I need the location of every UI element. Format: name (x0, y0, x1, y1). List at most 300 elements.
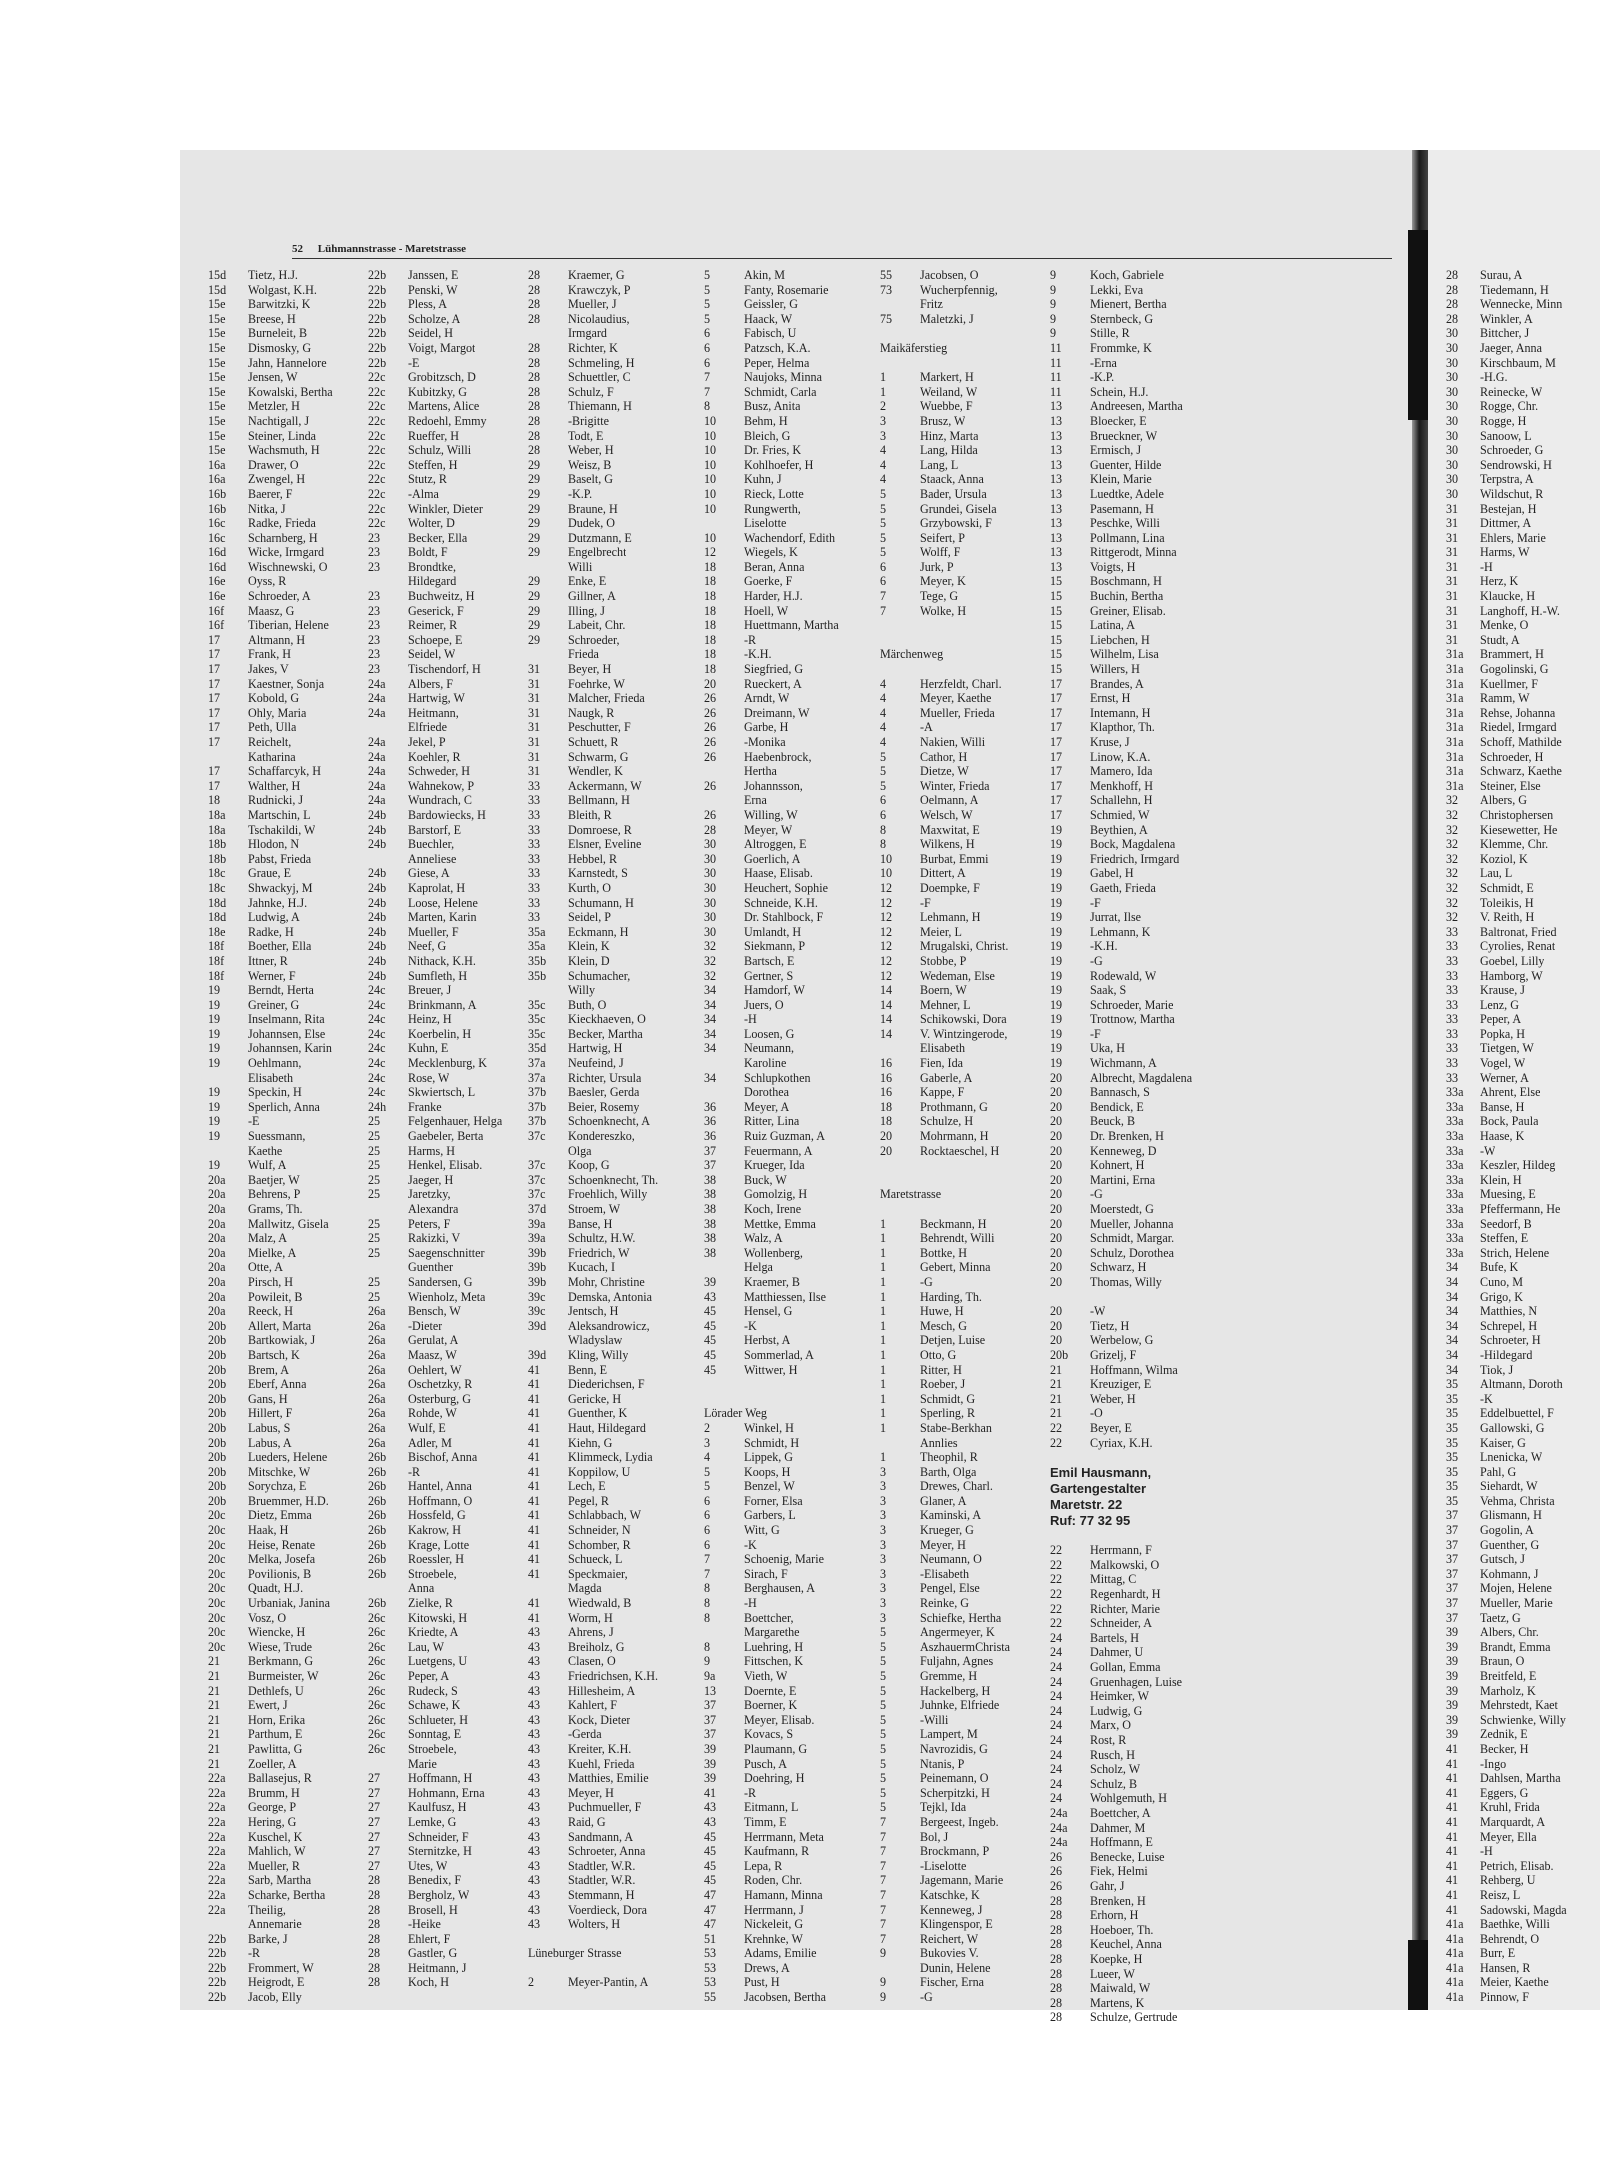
house-number: 22 (1050, 1557, 1063, 1572)
resident-name: Grizelj, F (1090, 1347, 1137, 1362)
resident-name: Guenther, K (568, 1406, 628, 1421)
list-item (528, 1727, 658, 1742)
list-item (368, 1538, 502, 1553)
resident-name: Cyrolies, Renat (1480, 939, 1556, 954)
list-item (704, 1581, 839, 1596)
resident-name: Schmidt, G (920, 1391, 976, 1406)
list-item (1446, 881, 1567, 896)
list-item (880, 1392, 1010, 1407)
resident-name: Schmidt, E (1480, 880, 1534, 895)
list-item (368, 1830, 502, 1845)
list-item (208, 1158, 333, 1173)
resident-name: Buth, O (568, 997, 607, 1012)
resident-name: Burmeister, W (248, 1669, 319, 1683)
resident-name: Hoffmann, O (408, 1493, 473, 1508)
list-item (1050, 1187, 1192, 1202)
list-item (208, 720, 333, 735)
list-item (528, 1027, 658, 1042)
house-number: 11 (1050, 384, 1062, 399)
resident-name: Brammert, H (1480, 647, 1544, 662)
list-item (208, 793, 333, 808)
resident-name: Kucach, I (568, 1260, 616, 1275)
house-number: 4 (880, 735, 887, 749)
list-item (528, 1173, 658, 1188)
resident-name: Rueffer, H (408, 428, 460, 443)
house-number: 37 (704, 1727, 717, 1742)
resident-name: Glaner, A (920, 1493, 967, 1508)
resident-name: Herbst, A (744, 1333, 791, 1348)
list-item (704, 502, 839, 517)
list-item (528, 677, 658, 692)
house-number: 24b (368, 953, 387, 968)
resident-name: Ittner, R (248, 953, 288, 968)
advertisement-line: Maretstr. 22 (1050, 1496, 1123, 1512)
resident-name: Eberf, Anna (248, 1377, 307, 1392)
house-number: 26c (368, 1727, 386, 1742)
resident-name: Stutz, R (408, 472, 447, 487)
list-item (880, 1231, 1010, 1246)
list-item (1050, 677, 1192, 692)
list-item (528, 1508, 658, 1523)
house-number: 41 (528, 1464, 541, 1479)
list-item (528, 910, 658, 925)
resident-name: Fabisch, U (744, 326, 797, 341)
resident-name: Peinemann, O (920, 1771, 989, 1786)
resident-name: Rodewald, W (1090, 968, 1157, 983)
list-item (208, 1815, 333, 1830)
resident-name: Detjen, Luise (920, 1333, 986, 1348)
list-item (368, 560, 502, 575)
list-item (1050, 1704, 1192, 1719)
resident-name: Schulz, F (568, 384, 614, 399)
resident-name: Bol, J (920, 1829, 949, 1844)
list-item (880, 1990, 1010, 2005)
list-item (368, 750, 502, 765)
house-number: 33a (1446, 1085, 1464, 1100)
list-item (208, 1494, 333, 1509)
house-number: 33a (1446, 1129, 1464, 1144)
list-item (208, 1786, 333, 1801)
resident-name: Mohr, Christine (568, 1274, 645, 1289)
list-item (1446, 720, 1567, 735)
resident-name: Brumm, H (248, 1785, 300, 1800)
list-item (208, 1742, 333, 1757)
resident-name: Klein, K (568, 939, 610, 954)
resident-name: Tiedemann, H (1480, 282, 1549, 297)
list-item (1050, 1071, 1192, 1086)
house-number: 16a (208, 472, 226, 487)
resident-name: Mrugalski, Christ. (920, 939, 1009, 954)
list-item (704, 1946, 839, 1961)
house-number: 43 (528, 1917, 541, 1932)
resident-name: Hoell, W (744, 603, 789, 618)
list-item (528, 1012, 658, 1027)
house-number: 15 (1050, 618, 1063, 633)
list-item (704, 1129, 839, 1144)
resident-name: Bittcher, J (1480, 326, 1530, 341)
resident-name: Kakrow, H (408, 1523, 461, 1538)
list-item (1050, 1762, 1192, 1777)
list-item (1050, 910, 1192, 925)
list-item (880, 998, 1010, 1013)
list-item (1050, 1689, 1192, 1704)
resident-name: Forner, Elsa (744, 1493, 803, 1508)
house-number: 18 (704, 662, 717, 677)
house-number: 31a (1446, 720, 1464, 735)
resident-name: Nicolaudius, (568, 311, 630, 326)
resident-name: Glismann, H (1480, 1508, 1542, 1523)
resident-name: Demska, Antonia (568, 1289, 652, 1304)
house-number: 25 (368, 1172, 381, 1187)
house-number: 17 (208, 735, 221, 749)
house-number: 22b (368, 297, 387, 312)
list-item (1446, 487, 1567, 502)
house-number: 24 (1050, 1776, 1063, 1791)
resident-name: Mallwitz, Gisela (248, 1216, 329, 1231)
list-item (704, 677, 839, 692)
house-number: 20c (208, 1610, 226, 1625)
list-item (208, 531, 333, 546)
list-item (1050, 268, 1192, 283)
house-number: 22c (368, 399, 386, 414)
list-item (528, 487, 658, 502)
house-number: 18a (208, 807, 226, 822)
list-item (368, 998, 502, 1013)
resident-name: Wundrach, C (408, 793, 472, 808)
list-item (368, 618, 502, 633)
house-number: 31 (1446, 632, 1459, 647)
list-item (1050, 1275, 1192, 1290)
list-item (1050, 1173, 1192, 1188)
resident-name: Sperling, R (920, 1406, 976, 1421)
house-number: 5 (880, 778, 887, 793)
resident-name: Ehlers, Marie (1480, 530, 1546, 545)
list-item (368, 1436, 502, 1451)
list-item (368, 1085, 502, 1100)
list-item (208, 1888, 333, 1903)
house-number: 20 (1050, 1143, 1063, 1158)
house-number: 43 (528, 1858, 541, 1873)
house-number: 24c (368, 1026, 386, 1041)
house-number: 17 (1050, 735, 1063, 749)
resident-name: Baesler, Gerda (568, 1085, 640, 1100)
house-number: 12 (880, 895, 893, 910)
list-item (880, 1771, 1010, 1786)
resident-name: Zielke, R (408, 1596, 454, 1611)
list-item (528, 1567, 658, 1582)
list-item (208, 896, 333, 911)
resident-name: Schmidt, Carla (744, 384, 817, 399)
house-number: 7 (704, 1552, 711, 1567)
list-item (1050, 793, 1192, 808)
list-item (208, 1654, 333, 1669)
list-item (208, 1698, 333, 1713)
list-item (1446, 1217, 1567, 1232)
resident-name: Hillesheim, A (568, 1683, 636, 1698)
house-number: 38 (704, 1245, 717, 1260)
resident-name: Ehlert, F (408, 1931, 451, 1946)
resident-name: Meyer, Ella (1480, 1829, 1537, 1844)
house-number: 35 (1446, 1420, 1459, 1435)
house-number: 5 (704, 1479, 711, 1494)
resident-name: Mojen, Helene (1480, 1581, 1552, 1596)
list-item (704, 1567, 839, 1582)
resident-name: Adler, M (408, 1435, 452, 1450)
house-number: 53 (704, 1975, 717, 1990)
list-item (368, 1421, 502, 1436)
house-number: 33a (1446, 1143, 1464, 1158)
resident-name: Kock, Dieter (568, 1712, 631, 1727)
house-number: 3 (880, 1537, 887, 1552)
house-number: 25 (368, 1114, 381, 1129)
resident-name: Froehlich, Willy (568, 1187, 648, 1202)
list-item (368, 939, 502, 954)
house-number: 27 (368, 1771, 381, 1786)
house-number: 17 (1050, 793, 1063, 808)
list-item (880, 1640, 1010, 1655)
resident-name: Dr. Fries, K (744, 443, 802, 458)
resident-name: Dietz, Emma (248, 1508, 312, 1523)
list-item (368, 545, 502, 560)
house-number: 32 (704, 953, 717, 968)
list-item (1050, 545, 1192, 560)
house-number: 18 (704, 559, 717, 574)
resident-name: Guenter, Hilde (1090, 457, 1162, 472)
resident-name: Wiegels, K (744, 545, 798, 560)
house-number: 5 (704, 282, 711, 297)
house-number: 20 (704, 676, 717, 691)
house-number: 26 (704, 705, 717, 720)
resident-name: Stroem, W (568, 1202, 621, 1216)
resident-name: Siekmann, P (744, 939, 806, 954)
resident-name: Mecklenburg, K (408, 1056, 488, 1071)
resident-name: Bischof, Anna (408, 1450, 478, 1465)
resident-name: Seifert, P (920, 530, 966, 545)
list-item (528, 1523, 658, 1538)
resident-name: Annemarie (248, 1917, 302, 1932)
house-number: 10 (704, 530, 717, 545)
house-number: 19 (208, 997, 221, 1012)
resident-name: Neumann, O (920, 1552, 982, 1567)
resident-name: Martschin, L (248, 807, 311, 822)
resident-name: Breuer, J (408, 983, 452, 998)
house-number: 16b (208, 501, 227, 516)
list-item (208, 837, 333, 852)
house-number (368, 720, 408, 735)
list-item (880, 1114, 1010, 1129)
house-number: 39 (1446, 1654, 1459, 1669)
resident-name: Gericke, H (568, 1391, 622, 1406)
list-item (1050, 589, 1192, 604)
house-number: 4 (880, 676, 887, 691)
list-item (528, 1421, 658, 1436)
house-number: 20b (1050, 1347, 1069, 1362)
list-item (1446, 1523, 1567, 1538)
resident-name: Schwarz, Kaethe (1480, 764, 1562, 779)
resident-name: Schroeder, A (248, 589, 311, 604)
house-number: 33 (1446, 1056, 1459, 1071)
resident-name: Brondtke, (408, 559, 457, 574)
resident-name: Raid, G (568, 1814, 606, 1829)
house-number: 8 (704, 1639, 711, 1654)
list-item (208, 939, 333, 954)
house-number: 20c (208, 1566, 226, 1581)
list-item (208, 779, 333, 794)
list-item (880, 545, 1010, 560)
house-number: 39 (1446, 1639, 1459, 1654)
house-number: 28 (528, 297, 541, 312)
house-number: 30 (1446, 486, 1459, 501)
resident-name: Rocktaeschel, H (920, 1143, 1000, 1158)
list-item (208, 472, 333, 487)
street-heading: Lörader Weg (704, 1406, 767, 1421)
resident-name: Hertha (744, 764, 777, 779)
house-number: 20 (1050, 1245, 1063, 1260)
house-number: 24a (368, 735, 386, 749)
resident-name: Schneider, A (1090, 1616, 1152, 1631)
resident-name: Koppilow, U (568, 1464, 631, 1479)
list-item (208, 1231, 333, 1246)
resident-name: Luehring, H (744, 1639, 804, 1654)
resident-name: Mueller, Johanna (1090, 1216, 1174, 1231)
resident-name: Gerulat, A (408, 1333, 459, 1348)
house-number: 22b (368, 311, 387, 326)
resident-name: Roeber, J (920, 1377, 966, 1392)
list-item (208, 604, 333, 619)
resident-name: Werbelow, G (1090, 1333, 1154, 1348)
resident-name: Urbaniak, Janina (248, 1596, 330, 1611)
list-item (528, 458, 658, 473)
house-number: 5 (880, 1771, 887, 1786)
list-item (208, 1173, 333, 1188)
list-item (208, 545, 333, 560)
house-number: 5 (880, 1741, 887, 1756)
resident-name: Wachendorf, Edith (744, 530, 836, 545)
resident-name: Ludwig, G (1090, 1703, 1143, 1718)
list-item (704, 443, 839, 458)
house-number: 5 (704, 1464, 711, 1479)
house-number: 20b (208, 1347, 227, 1362)
list-item (1446, 268, 1567, 283)
house-number: 20a (208, 1231, 226, 1246)
resident-name: Koch, Gabriele (1090, 268, 1164, 282)
house-number: 6 (704, 1537, 711, 1552)
house-number: 17 (208, 691, 221, 706)
list-item (528, 735, 658, 750)
house-number: 20a (208, 1187, 226, 1202)
house-number (368, 574, 408, 589)
list-item (208, 589, 333, 604)
resident-name: Wolgast, K.H. (248, 282, 317, 297)
list-item (704, 1844, 839, 1859)
house-number: 39 (704, 1756, 717, 1771)
house-number: 3 (880, 428, 887, 443)
resident-name: Schein, H.J. (1090, 384, 1149, 399)
resident-name: Martini, Erna (1090, 1172, 1156, 1187)
list-item (1446, 502, 1567, 517)
list-item (1446, 458, 1567, 473)
house-number: 21 (1050, 1391, 1063, 1406)
list-item (528, 472, 658, 487)
house-number: 16 (880, 1085, 893, 1100)
list-item (208, 1217, 333, 1232)
house-number: 3 (880, 1493, 887, 1508)
list-item (1050, 487, 1192, 502)
resident-name: Welsch, W (920, 807, 973, 822)
list-item (1446, 618, 1567, 633)
resident-name: Matthies, N (1480, 1304, 1538, 1319)
house-number: 45 (704, 1844, 717, 1859)
house-number (880, 326, 920, 341)
resident-name: Sarb, Martha (248, 1873, 312, 1888)
list-item (528, 1961, 658, 1976)
house-number: 1 (880, 1450, 887, 1465)
list-item (704, 1640, 839, 1655)
list-item (368, 1859, 502, 1874)
house-number: 43 (528, 1698, 541, 1713)
resident-name: George, P (248, 1800, 297, 1815)
house-number: 26c (368, 1654, 386, 1669)
list-item (704, 283, 839, 298)
house-number (208, 1071, 248, 1086)
resident-name: Eitmann, L (744, 1800, 799, 1815)
list-item (1446, 1129, 1567, 1144)
list-item (208, 385, 333, 400)
resident-name: Bartels, H (1090, 1630, 1140, 1645)
list-item (704, 1260, 839, 1275)
list-item (880, 706, 1010, 721)
house-number: 45 (704, 1362, 717, 1377)
house-number: 5 (704, 311, 711, 326)
list-item (1446, 1187, 1567, 1202)
list-item (880, 1129, 1010, 1144)
list-item (704, 1552, 839, 1567)
list-item (880, 370, 1010, 385)
house-number: 22a (208, 1887, 226, 1902)
house-number: 26a (368, 1435, 386, 1450)
resident-name: -F (1090, 895, 1101, 910)
house-number: 39b (528, 1245, 547, 1260)
resident-name: Peschutter, F (568, 720, 631, 735)
list-item (368, 954, 502, 969)
resident-name: Pegel, R (568, 1493, 609, 1508)
resident-name: -Willi (920, 1712, 949, 1727)
house-number: 19 (1050, 1012, 1063, 1027)
list-item (528, 1377, 658, 1392)
resident-name: Sumfleth, H (408, 968, 468, 983)
list-item (880, 866, 1010, 881)
list-item (880, 1144, 1010, 1159)
page-number: 52 (292, 243, 303, 255)
list-item (208, 881, 333, 896)
house-number: 20 (1050, 1099, 1063, 1114)
house-number: 41 (528, 1406, 541, 1421)
list-item (208, 1479, 333, 1494)
list-item (528, 720, 658, 735)
house-number: 7 (880, 1873, 887, 1888)
resident-name: Kuehl, Frieda (568, 1756, 635, 1771)
resident-name: Scherpitzki, H (920, 1785, 990, 1800)
list-item (208, 823, 333, 838)
resident-name: Schlabbach, W (568, 1508, 641, 1523)
house-number: 10 (704, 472, 717, 487)
page-header (292, 243, 1392, 259)
resident-name: Koziol, K (1480, 851, 1528, 866)
list-item (1050, 706, 1192, 721)
advertisement-line: Ruf: 77 32 95 (1050, 1512, 1131, 1528)
resident-name: Kiehn, G (568, 1435, 613, 1450)
list-item (368, 1523, 502, 1538)
